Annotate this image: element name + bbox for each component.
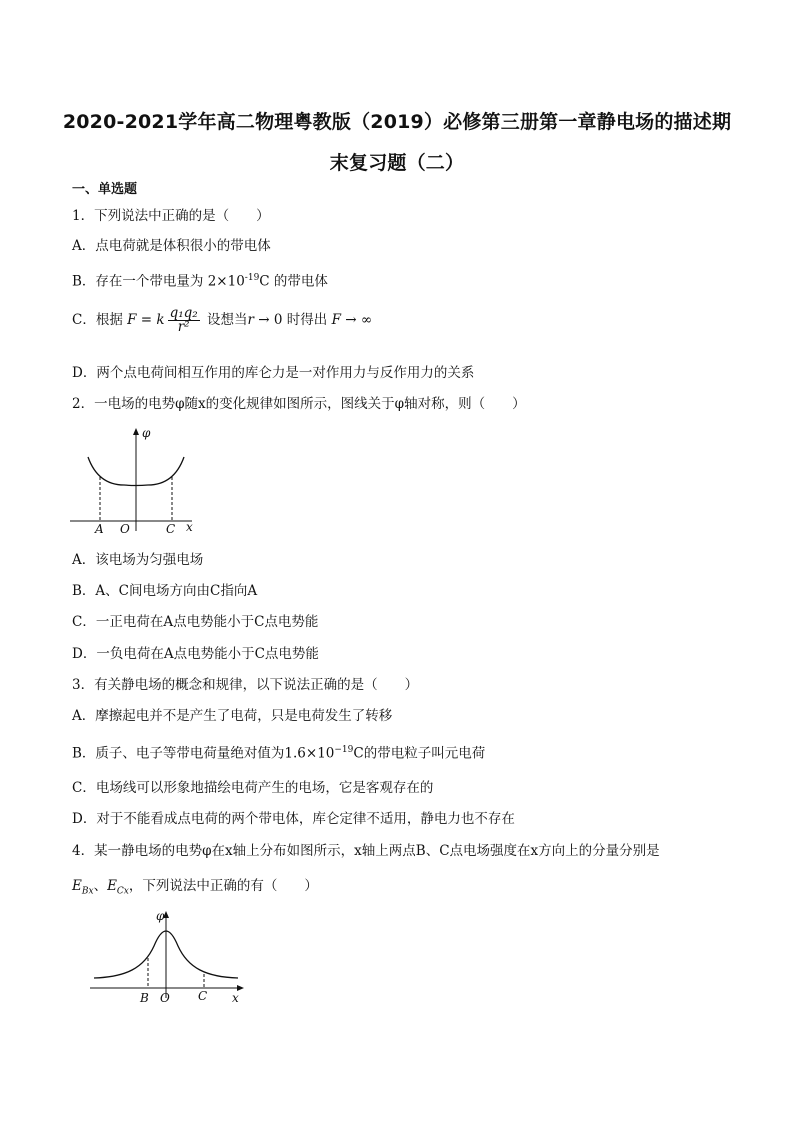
q3-option-d: D．对于不能看成点电荷的两个带电体，库仑定律不适用，静电力也不存在 — [72, 811, 515, 827]
page-title-line1: 2020-2021学年高二物理粤教版（2019）必修第三册第一章静电场的描述期 — [62, 111, 732, 133]
q3-b-text: B．质子、电子等带电荷量绝对值为 — [72, 745, 285, 762]
q2-label-a: A — [95, 522, 104, 536]
q3-b-rest: C的带电粒子叫元电荷 — [353, 745, 486, 762]
q2-label-c: C — [166, 522, 176, 536]
q1-c-denominator: r² — [177, 319, 190, 335]
q2-stem: 2．一电场的电势φ随x的变化规律如图所示，图线关于φ轴对称，则（ ） — [72, 396, 526, 412]
q1-c-arrow: → 0 时得出 — [253, 312, 332, 328]
q2-graph — [66, 425, 206, 537]
q1-option-a: A．点电荷就是体积很小的带电体 — [72, 238, 271, 254]
q2-label-o: O — [120, 522, 130, 536]
q1-option-c — [72, 307, 372, 334]
q3-b-value: 1.6×10 — [284, 745, 335, 762]
q2-option-c: C．一正电荷在A点电势能小于C点电势能 — [72, 614, 319, 630]
q4-sub-cx: Cx — [116, 886, 129, 897]
q1-c-k: k — [156, 312, 165, 328]
q1-b-unit: C 的带电体 — [259, 273, 328, 290]
q4-e-bx: E — [72, 878, 82, 894]
q4-label-x: x — [232, 991, 239, 1005]
q1-c-label: C．根据 — [72, 312, 123, 328]
q3-option-a: A．摩擦起电并不是产生了电荷，只是电荷发生了转移 — [72, 708, 393, 724]
q2-label-x: x — [186, 520, 193, 534]
q4-sub-bx: Bx — [81, 886, 94, 897]
q3-b-exponent: −19 — [334, 745, 354, 755]
q4-stem-line2 — [72, 877, 318, 901]
q3-option-b — [72, 741, 485, 763]
q1-b-exponent: -19 — [244, 273, 260, 283]
q2-option-a: A．该电场为匀强电场 — [72, 552, 204, 568]
q1-c-r: r — [247, 312, 254, 328]
q1-option-b — [72, 269, 328, 291]
q4-label-c: C — [198, 989, 208, 1003]
q2-option-d: D．一负电荷在A点电势能小于C点电势能 — [72, 646, 319, 662]
q3-option-c: C．电场线可以形象地描绘电荷产生的电场，它是客观存在的 — [72, 780, 434, 796]
q1-c-fraction — [168, 307, 200, 334]
q1-c-F: F — [127, 312, 137, 328]
q2-phi-label: φ — [142, 426, 151, 440]
q1-b-text: B．存在一个带电量为 2×10 — [72, 273, 245, 290]
q1-c-F2: F — [331, 312, 341, 328]
q2-option-b: B．A、C间电场方向由C指向A — [72, 583, 258, 599]
q1-c-numerator: q₁q₂ — [169, 305, 198, 321]
q4-e-cx: E — [107, 878, 117, 894]
q1-option-d: D．两个点电荷间相互作用的库仑力是一对作用力与反作用力的关系 — [72, 365, 475, 381]
q4-separator: 、 — [93, 878, 108, 894]
q1-c-middle: 设想当 — [202, 312, 248, 328]
q4-label-o: O — [160, 991, 170, 1005]
q4-stem-tail: ，下列说法中正确的有（ ） — [128, 878, 318, 894]
q4-stem: 4．某一静电场的电势φ在x轴上分布如图所示，x轴上两点B、C点电场强度在x方向上的分量分别是 — [72, 843, 660, 859]
q4-graph — [86, 906, 256, 1012]
q4-phi-label: φ — [156, 909, 165, 923]
q2-axis-arrow — [133, 428, 139, 435]
q3-stem: 3．有关静电场的概念和规律，以下说法正确的是（ ） — [72, 677, 419, 693]
q1-c-equals: = — [136, 312, 157, 328]
section-heading: 一、单选题 — [72, 182, 138, 197]
q4-label-b: B — [140, 991, 149, 1005]
q1-stem: 1．下列说法中正确的是（ ） — [72, 208, 270, 224]
q1-c-infinity: → ∞ — [340, 312, 373, 328]
page-title-line2: 末复习题（二） — [329, 152, 465, 174]
